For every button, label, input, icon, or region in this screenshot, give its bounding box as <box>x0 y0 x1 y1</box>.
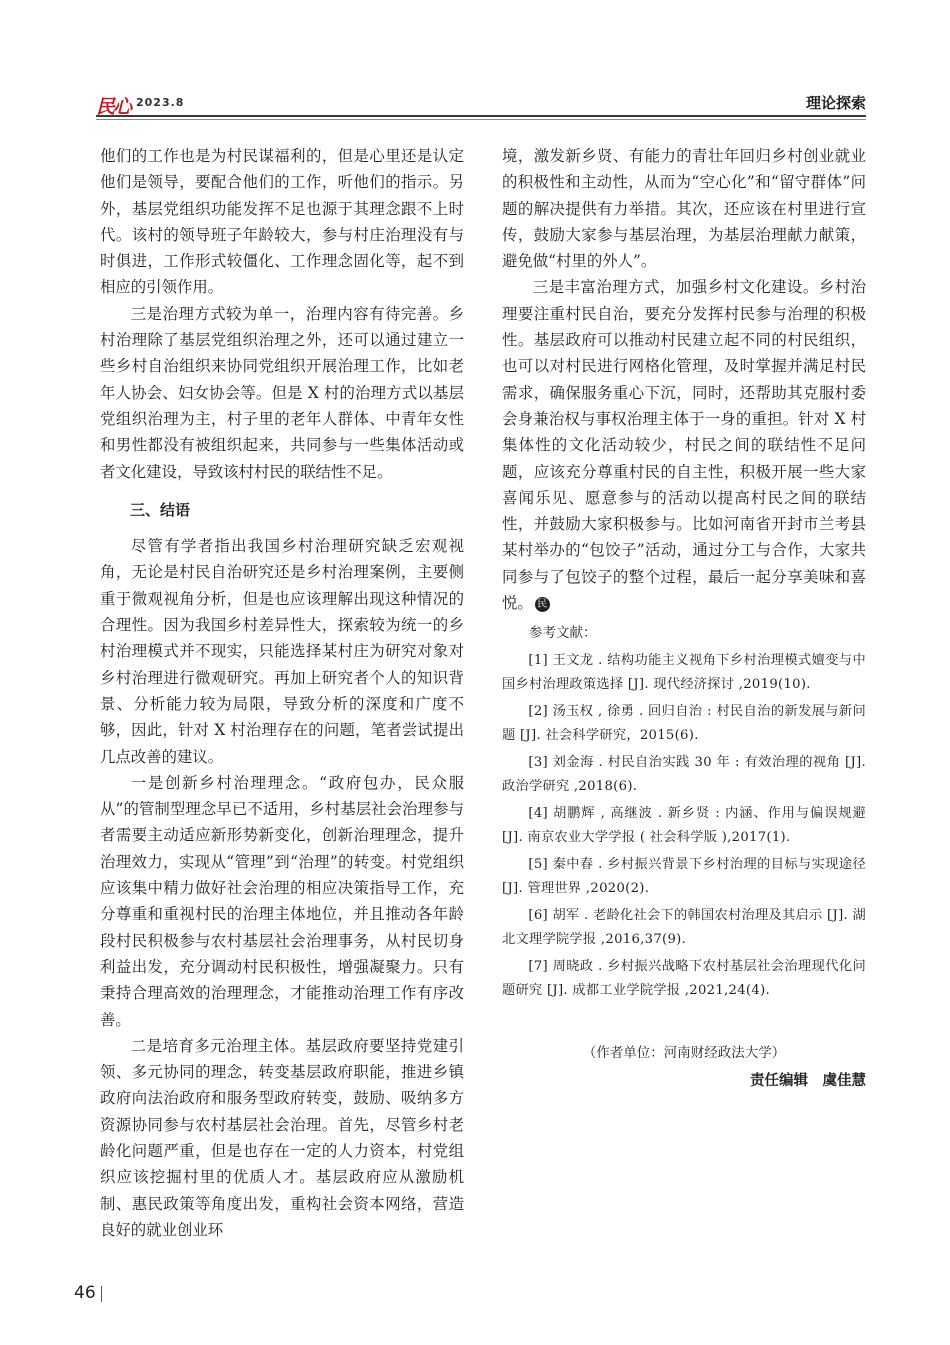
end-mark-icon: 民 <box>535 597 550 612</box>
reference-item: [6] 胡军 . 老龄化社会下的韩国农村治理及其启示 [J]. 湖北文理学院学报 ,2016,37(9). <box>502 907 866 948</box>
paragraph: 二是培育多元治理主体。基层政府要坚持党建引领、多元协同的理念，转变基层政府职能，推进乡镇政府向法治政府和服务型政府转变，鼓励、吸纳多方资源协同参与农村基层社会治理。首先，尽管乡村老龄化问题严重，但是也存在一定的人力资本，村党组织应该挖掘村里的优质人才。基层政府应从激励机制、惠民政策等角度出发，重构社会资本网络，营造良好的就业创业环 <box>100 1036 464 1239</box>
paragraph: 三是丰富治理方式，加强乡村文化建设。乡村治理要注重村民自治，要充分发挥村民参与治理的积极性。基层政府可以推动村民建立起不同的村民组织，也可以对村民进行网格化管理，及时掌握并满足村民需求，确保服务重心下沉，同时，还帮助其克服村委会身兼治权与事权治理主体于一身的重担。针对 X 村集体性的文化活动较少，村民之间的联结性不足问题，应该充分尊重村民的自主性，积极开展一些大家喜闻乐见、愿意参与的活动以提高村民之间的联结性，并鼓励大家积极参与。比如河南省开封市兰考县某村举办的“包饺子”活动，通过分工与合作，大家共同参与了包饺子的整个过程，最后一起分享美味和喜悦。 <box>502 278 866 613</box>
reference-item: [3] 刘金海 . 村民自治实践 30 年 : 有效治理的视角 [J]. 政治学研究 ,2018(6). <box>502 754 866 795</box>
reference-item: [1] 王文龙 . 结构功能主义视角下乡村治理模式嬗变与中国乡村治理政策选择 [J]. 现代经济探讨 ,2019(10). <box>502 652 866 693</box>
paragraph: 他们的工作也是为村民谋福利的，但是心里还是认定他们是领导，要配合他们的工作，听他们的指示。另外，基层党组织功能发挥不足也源于其理念跟不上时代。该村的领导班子年龄较大，参与村庄治理没有与时俱进，工作形式较僵化、工作理念固化等，起不到相应的引领作用。 <box>100 147 464 297</box>
magazine-logo: 民心 <box>96 96 131 118</box>
left-column <box>100 143 464 1243</box>
page-number: 46 <box>74 1283 96 1303</box>
reference-item: [2] 汤玉权 , 徐勇 . 回归自治 : 村民自治的新发展与新问题 [J]. 社会科学研究，2015(6). <box>502 703 866 744</box>
references-title: 参考文献： <box>529 625 597 642</box>
paragraph: 三是治理方式较为单一，治理内容有待完善。乡村治理除了基层党组织治理之外，还可以通过建立一些乡村自治组织来协同党组织开展治理工作，比如老年人协会、妇女协会等。但是 X 村的治理方式以基层党组织治理为主，村子里的老年人群体、中青年女性和男性都没有被组织起来，共同参与一些集体活动或者文化建设，导致该村村民的联结性不足。 <box>100 304 464 481</box>
author-affiliation: （作者单位：河南财经政法大学） <box>582 1044 786 1061</box>
section-label: 理论探索 <box>805 94 866 112</box>
issue-number: 2023.8 <box>136 96 185 109</box>
paragraph: 境，激发新乡贤、有能力的青壮年回归乡村创业就业的积极性和主动性，从而为“空心化”和“留守群体”问题的解决提供有力举措。其次，还应该在村里进行宣传，鼓励大家参与基层治理，为基层治理献力献策，避免做“村里的外人”。 <box>502 147 866 271</box>
reference-item: [7] 周晓政 . 乡村振兴战略下农村基层社会治理现代化问题研究 [J]. 成都工业学院学报 ,2021,24(4). <box>502 958 866 999</box>
section-heading: 三、结语 <box>130 500 191 519</box>
header-rule <box>96 115 866 117</box>
page-number-divider <box>101 1286 102 1302</box>
reference-item: [5] 秦中春 . 乡村振兴背景下乡村治理的目标与实现途径 [J]. 管理世界 ,2020(2). <box>502 856 866 897</box>
responsible-editor: 责任编辑 虞佳慧 <box>750 1072 866 1089</box>
page-header <box>96 92 866 118</box>
paragraph: 尽管有学者指出我国乡村治理研究缺乏宏观视角，无论是村民自治研究还是乡村治理案例，主要侧重于微观视角分析，但是也应该理解出现这种情况的合理性。因为我国乡村差异性大，探索较为统一的乡村治理模式并不现实，只能选择某村庄为研究对象对乡村治理进行微观研究。再加上研究者个人的知识背景、分析能力较为局限，导致分析的深度和广度不够，因此，针对 X 村治理存在的问题，笔者尝试提出几点改善的建议。 <box>100 537 464 766</box>
header-rule-thin <box>96 119 866 120</box>
reference-item: [4] 胡鹏辉 , 高继波 . 新乡贤 : 内涵、作用与偏误规避 [J]. 南京农业大学学报 ( 社会科学版 ),2017(1). <box>502 805 866 846</box>
paragraph: 一是创新乡村治理理念。“政府包办，民众服从”的管制型理念早已不适用，乡村基层社会治理参与者需要主动适应新形势新变化，创新治理理念，提升治理效力，实现从“管理”到“治理”的转变。村党组织应该集中精力做好社会治理的相应决策指导工作，充分尊重和重视村民的治理主体地位，并且推动各年龄段村民积极参与农村基层社会治理事务，从村民切身利益出发，充分调动村民积极性，增强凝聚力。只有秉持合理高效的治理理念，才能推动治理工作有序改善。 <box>100 773 464 1029</box>
paragraph-with-end-mark <box>502 274 866 616</box>
right-column <box>502 143 866 1094</box>
